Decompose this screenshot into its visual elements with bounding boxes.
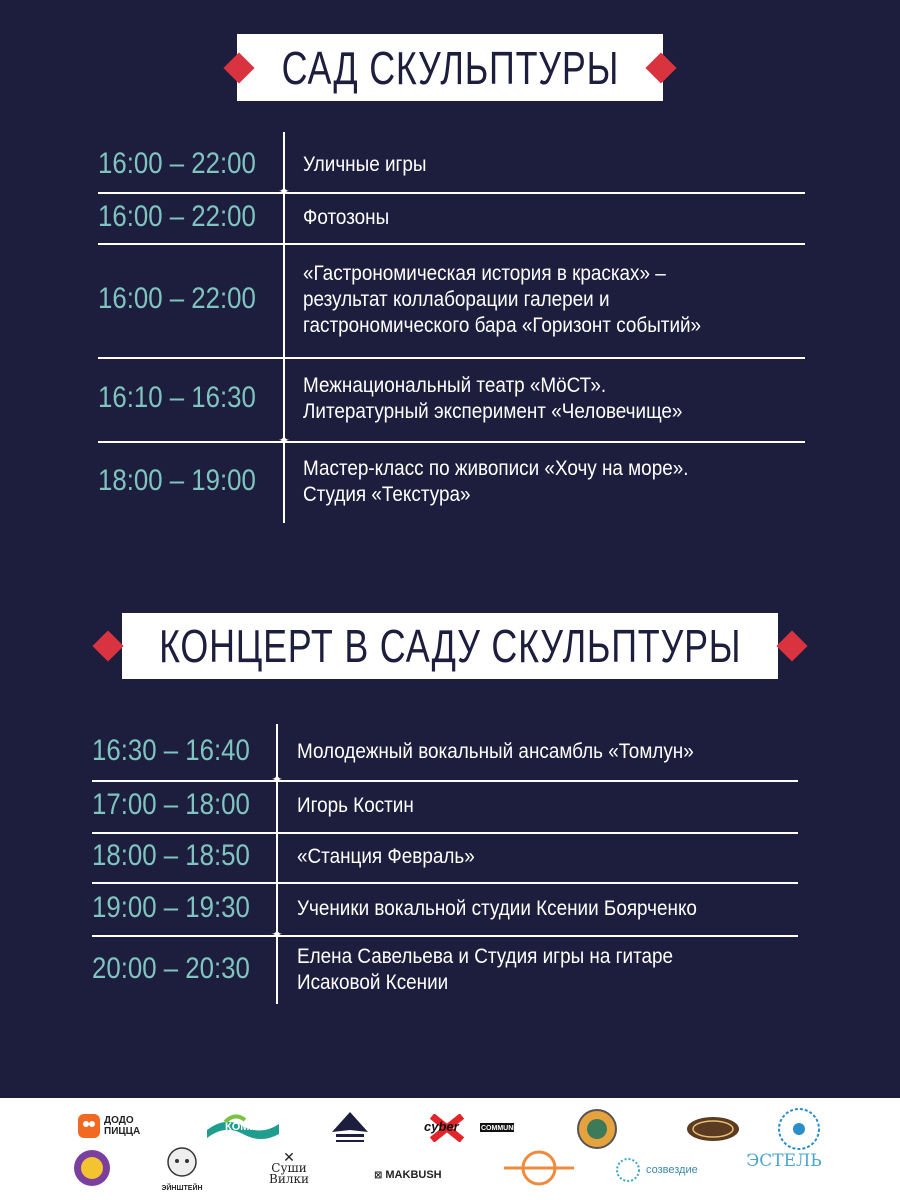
event-time: 19:00 – 19:30 xyxy=(92,890,250,924)
event-title-line: Уличные игры xyxy=(303,153,427,176)
einstein-logo xyxy=(160,1146,204,1194)
event-time: 20:00 – 20:30 xyxy=(92,951,250,985)
komi-label: КОМИ xyxy=(225,1121,258,1133)
sushi-label: Суши Вилки xyxy=(269,1161,309,1186)
event-time: 18:00 – 19:00 xyxy=(98,464,256,497)
schedule-divider-horizontal xyxy=(92,882,798,884)
schedule-divider-horizontal xyxy=(92,832,798,834)
cyber-logo xyxy=(422,1114,525,1142)
dodo-logo xyxy=(78,1114,156,1138)
event-time: 18:00 – 18:50 xyxy=(92,839,250,872)
emblem-logo xyxy=(576,1108,618,1153)
orange-icon xyxy=(502,1148,576,1188)
section-2-title: КОНЦЕРТ В САДУ СКУЛЬПТУРЫ xyxy=(158,620,742,672)
orange-logo xyxy=(502,1148,576,1191)
dodo-label: ДОДО ПИЦЦА xyxy=(104,1115,141,1137)
friendship-house-logo xyxy=(330,1110,370,1153)
ornament-icon xyxy=(330,1110,370,1150)
event-title-line: Молодежный вокальный ансамбль «Томлун» xyxy=(297,740,694,763)
event-time: 16:00 – 22:00 xyxy=(98,199,256,233)
makbush-logo xyxy=(374,1170,458,1181)
event-title xyxy=(297,844,475,870)
event-title-line: «Гастрономическая история в красках» – xyxy=(303,262,666,285)
makbush-label: MAKBUSH xyxy=(385,1169,442,1181)
makbush-icon: ⊠ xyxy=(374,1170,383,1181)
schedule-divider-horizontal xyxy=(98,192,805,194)
section-1-title: САД СКУЛЬПТУРЫ xyxy=(281,41,619,94)
sponsors-footer xyxy=(0,1098,900,1200)
event-title-line: Ученики вокальной студии Ксении Боярченко xyxy=(297,896,697,920)
emblem-icon xyxy=(576,1108,618,1150)
event-title xyxy=(303,261,701,339)
event-title-line: Игорь Костин xyxy=(297,794,414,817)
event-title-line: Исаковой Ксении xyxy=(297,970,449,994)
event-time: 16:10 – 16:30 xyxy=(98,381,256,414)
event-title xyxy=(297,944,673,996)
event-title-line: Литературный эксперимент «Человечище» xyxy=(303,400,683,423)
einstein-label: ЭЙНШТЕЙН xyxy=(161,1185,203,1192)
event-title xyxy=(297,739,694,765)
schedule-divider-horizontal xyxy=(98,441,805,443)
event-title-line: Межнациональный театр «МӧСТ». xyxy=(303,374,607,397)
event-title xyxy=(303,456,688,508)
event-time: 17:00 – 18:00 xyxy=(92,788,250,821)
event-title-line: «Станция Февраль» xyxy=(297,845,475,868)
diamond-icon xyxy=(223,52,254,83)
sparkle-icon: ✦ xyxy=(271,927,283,943)
oval-icon xyxy=(686,1116,740,1142)
cyber-label: cyber xyxy=(424,1119,459,1134)
sozvezdie-logo xyxy=(614,1156,710,1184)
dodo-icon xyxy=(78,1114,100,1138)
event-title xyxy=(297,896,697,922)
ring-logo xyxy=(776,1106,822,1155)
event-title-line: Елена Савельева и Студия игры на гитаре xyxy=(297,944,674,968)
diamond-icon xyxy=(646,52,677,83)
event-title xyxy=(303,152,427,178)
sparkle-icon: ✦ xyxy=(271,772,283,788)
event-title-line: Фотозоны xyxy=(303,205,390,229)
event-title-line: гастрономического бара «Горизонт событий» xyxy=(303,314,702,337)
section-2-title-box xyxy=(122,613,778,679)
sushi-logo xyxy=(254,1149,324,1186)
sparkle-icon: ✦ xyxy=(278,184,290,200)
schedule-divider-horizontal xyxy=(98,243,805,245)
einstein-icon xyxy=(160,1146,204,1180)
wow-icon xyxy=(72,1148,112,1188)
cyber-sub-label: COMMUNITY xyxy=(481,1125,525,1132)
section-1-title-box xyxy=(237,34,663,101)
event-time: 16:00 – 22:00 xyxy=(98,147,256,180)
schedule-divider-horizontal xyxy=(92,935,798,937)
schedule-divider-horizontal xyxy=(98,357,805,359)
wow-quiz-logo xyxy=(72,1148,112,1191)
event-title-line: результат коллаборации галереи и xyxy=(303,288,610,311)
event-title-line: Мастер-класс по живописи «Хочу на море». xyxy=(303,457,689,480)
oval-logo xyxy=(686,1116,740,1145)
event-title xyxy=(303,205,389,231)
event-time: 16:00 – 22:00 xyxy=(98,282,256,315)
diamond-icon xyxy=(777,630,808,661)
event-title xyxy=(303,373,682,425)
komi-logo xyxy=(205,1112,281,1142)
ring-icon xyxy=(776,1106,822,1152)
event-title xyxy=(297,793,414,819)
event-title-line: Студия «Текстура» xyxy=(303,483,471,506)
estel-logo xyxy=(746,1151,822,1171)
event-time: 16:30 – 16:40 xyxy=(92,734,250,767)
sozvezdie-label: созвездие xyxy=(646,1163,698,1176)
estel-label: ЭСТЕЛЬ xyxy=(746,1151,822,1171)
diamond-icon xyxy=(92,630,123,661)
constellation-icon xyxy=(614,1156,642,1184)
sparkle-icon: ✦ xyxy=(278,433,290,449)
schedule-divider-vertical xyxy=(276,724,278,1004)
schedule-divider-horizontal xyxy=(92,780,798,782)
fork-icon: ✕ xyxy=(283,1149,295,1165)
